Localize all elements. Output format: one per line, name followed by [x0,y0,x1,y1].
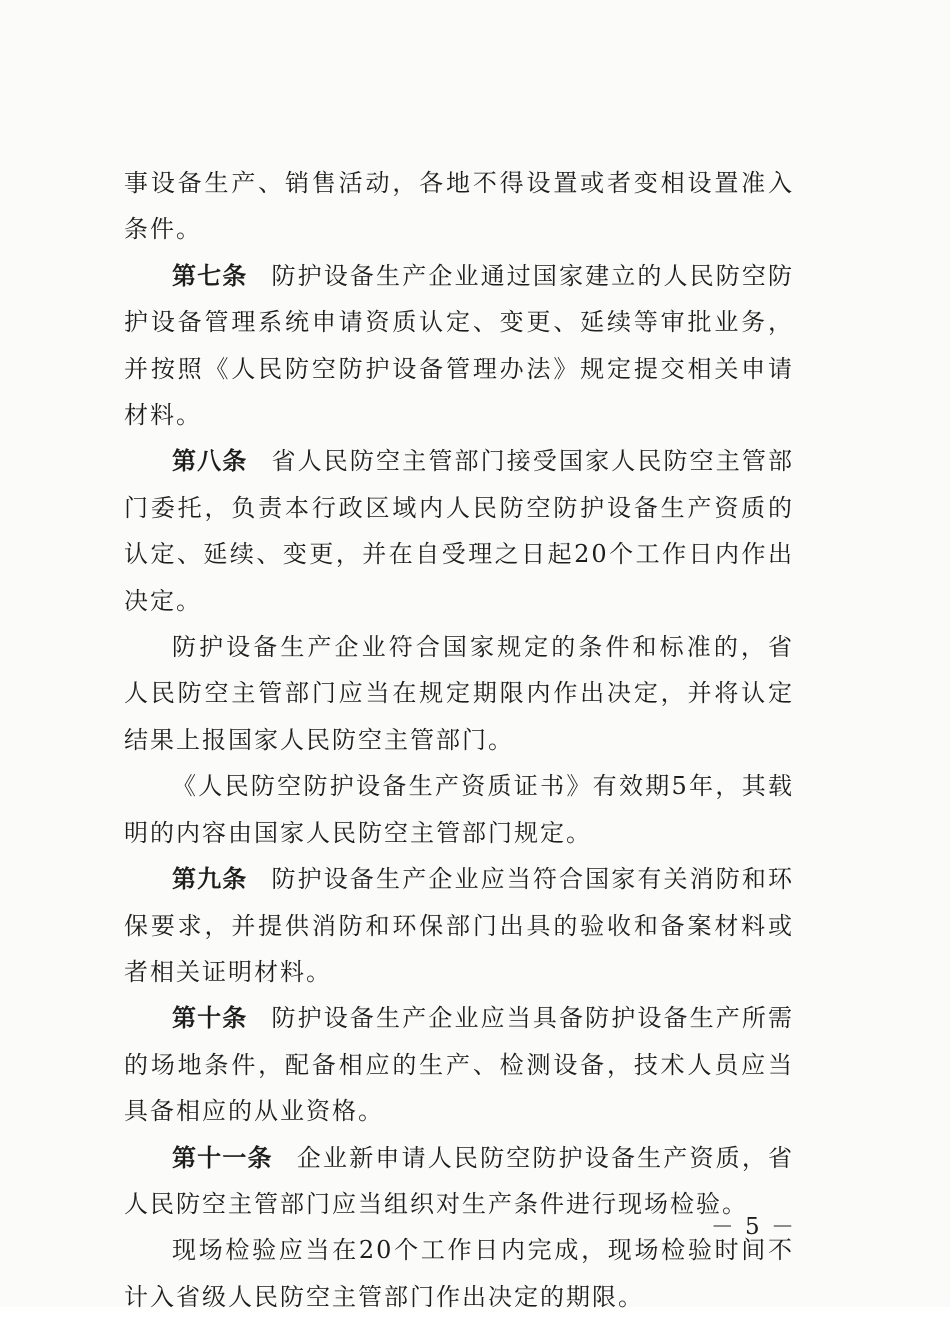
article-11 [124,1135,794,1228]
paragraph-text: 防护设备生产企业符合国家规定的条件和标准的，省人民防空主管部门应当在规定期限内作出决定，并将认定结果上报国家人民防空主管部门。 [124,633,794,754]
article-9 [124,856,794,995]
article-heading: 第八条 [172,447,248,476]
paragraph [124,624,794,763]
page-number: － 5 － [710,1214,796,1240]
paragraph-text: 现场检验应当在20个工作日内完成，现场检验时间不计入省级人民防空主管部门作出决定的期限。 [124,1236,794,1311]
paragraph-text: 《人民防空防护设备生产资质证书》有效期5年，其载明的内容由国家人民防空主管部门规定。 [124,772,794,847]
paragraph-text: 省人民防空主管部门接受国家人民防空主管部门委托，负责本行政区域内人民防空防护设备生产资质的认定、延续、变更，并在自受理之日起20个工作日内作出决定。 [124,447,795,615]
article-8 [124,438,794,624]
paragraph-text: 防护设备生产企业应当符合国家有关消防和环保要求，并提供消防和环保部门出具的验收和备案材料或者相关证明材料。 [124,865,795,986]
paragraph-text: 防护设备生产企业通过国家建立的人民防空防护设备管理系统申请资质认定、变更、延续等审批业务，并按照《人民防空防护设备管理办法》规定提交相关申请材料。 [124,261,795,430]
article-10 [124,995,794,1134]
document-body [124,160,794,1320]
paragraph [124,763,794,856]
paragraph-text: 事设备生产、销售活动，各地不得设置或者变相设置准入条件。 [124,169,794,244]
article-heading: 第七条 [172,261,248,290]
article-7 [124,253,794,439]
article-heading: 第十一条 [172,1143,273,1172]
article-heading: 第九条 [172,865,248,894]
article-heading: 第十条 [172,1004,248,1033]
paragraph-continuation [124,160,794,253]
paragraph-text: 防护设备生产企业应当具备防护设备生产所需的场地条件，配备相应的生产、检测设备，技术人员应当具备相应的从业资格。 [124,1004,795,1126]
paragraph [124,1227,794,1320]
paragraph-text: 企业新申请人民防空防护设备生产资质，省人民防空主管部门应当组织对生产条件进行现场检验。 [124,1143,795,1218]
